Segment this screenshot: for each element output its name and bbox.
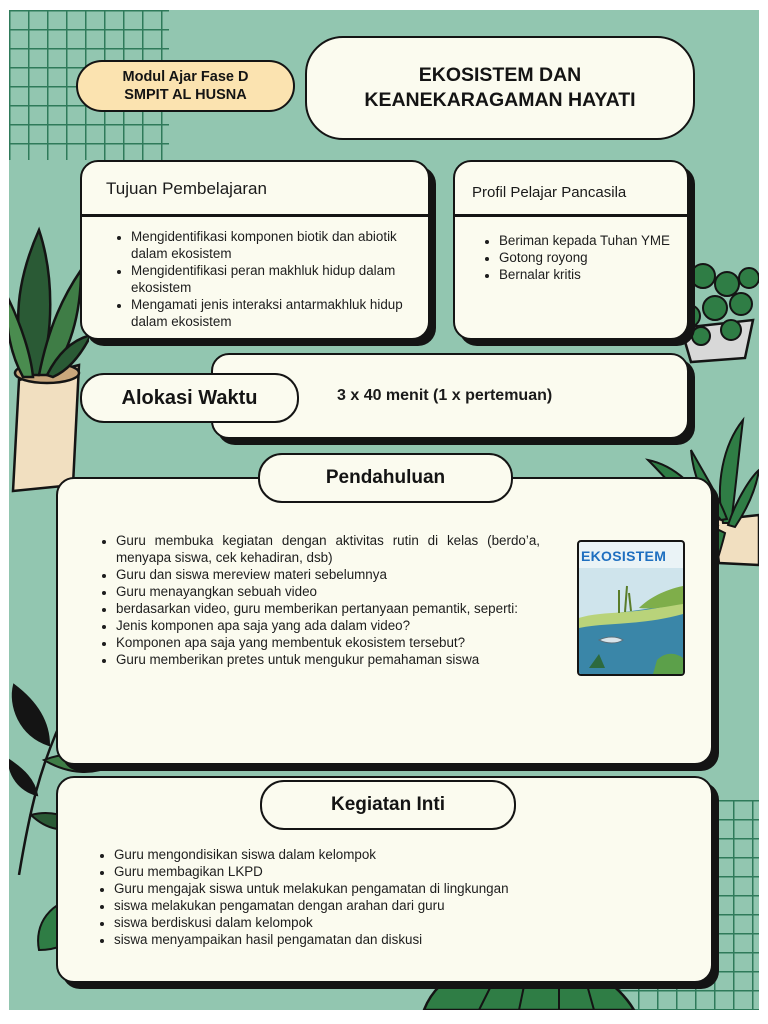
list-item: • siswa menyampaikan hasil pengamatan dan diskusi: [114, 931, 674, 948]
pendahuluan-card: [56, 477, 713, 765]
kegiatan-heading: Kegiatan Inti: [330, 794, 445, 815]
alokasi-label: [80, 373, 299, 423]
list-item: • Jenis komponen apa saja yang ada dalam video?: [116, 617, 540, 634]
tujuan-divider: [82, 214, 428, 217]
list-item: • Guru membuka kegiatan dengan aktivitas rutin di kelas (berdo’a, menyapa siswa, cek kehadiran, dsb): [116, 532, 540, 566]
alokasi-label-text: Alokasi Waktu: [121, 386, 258, 409]
alokasi-value: 3 x 40 menit (1 x pertemuan): [337, 387, 553, 404]
kegiatan-heading-pill: [260, 780, 516, 830]
profil-divider: [455, 214, 687, 217]
profil-list: [485, 232, 679, 283]
profil-card: [453, 160, 689, 340]
tujuan-card: [80, 160, 430, 340]
list-item: • Gotong royong: [499, 249, 679, 266]
book-cover-title: EKOSISTEM: [581, 548, 667, 564]
title-box: [305, 36, 695, 140]
list-item: • Guru dan siswa mereview materi sebelumnya: [116, 566, 540, 583]
potted-plant-left-icon: [9, 215, 89, 500]
list-item: • Guru membagikan LKPD: [114, 863, 674, 880]
ekosistem-book-cover: [577, 540, 685, 676]
list-item: • Guru mengajak siswa untuk melakukan pengamatan di lingkungan: [114, 880, 674, 897]
ecosystem-illustration-icon: [579, 568, 683, 674]
tujuan-list: [117, 228, 421, 330]
list-item: • siswa berdiskusi dalam kelompok: [114, 914, 674, 931]
page: [9, 10, 759, 1010]
module-badge-line1: Modul Ajar Fase D: [122, 69, 249, 85]
list-item: • Komponen apa saja yang membentuk ekosistem tersebut?: [116, 634, 540, 651]
tujuan-heading: Tujuan Pembelajaran: [106, 179, 267, 198]
list-item: • Beriman kepada Tuhan YME: [499, 232, 679, 249]
list-item: • Guru mengondisikan siswa dalam kelompok: [114, 846, 674, 863]
list-item: • siswa melakukan pengamatan dengan arahan dari guru: [114, 897, 674, 914]
list-item: • Mengidentifikasi komponen biotik dan abiotik dalam ekosistem: [131, 228, 421, 262]
pendahuluan-list: [102, 532, 540, 668]
kegiatan-list: [100, 846, 674, 948]
profil-heading: Profil Pelajar Pancasila: [472, 184, 627, 201]
page-title-line1: EKOSISTEM DAN: [418, 64, 582, 86]
pendahuluan-heading: Pendahuluan: [325, 467, 446, 488]
module-badge-line2: SMPIT AL HUSNA: [124, 87, 247, 103]
list-item: • Guru menayangkan sebuah video: [116, 583, 540, 600]
page-title-line2: KEANEKARAGAMAN HAYATI: [364, 89, 636, 111]
pendahuluan-heading-pill: [258, 453, 513, 503]
list-item: • Bernalar kritis: [499, 266, 679, 283]
list-item: • Guru memberikan pretes untuk mengukur pemahaman siswa: [116, 651, 540, 668]
module-badge: [76, 60, 295, 112]
list-item: • berdasarkan video, guru memberikan pertanyaan pemantik, seperti:: [116, 600, 540, 617]
list-item: • Mengidentifikasi peran makhluk hidup dalam ekosistem: [131, 262, 421, 296]
list-item: • Mengamati jenis interaksi antarmakhluk hidup dalam ekosistem: [131, 296, 421, 330]
